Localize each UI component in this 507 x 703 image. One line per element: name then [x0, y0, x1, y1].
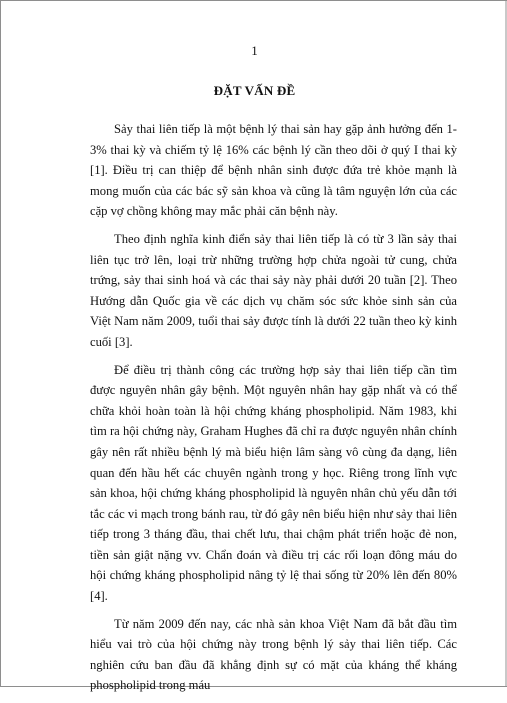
paragraph-4: Từ năm 2009 đến nay, các nhà sản khoa Việt Nam đã bắt đầu tìm hiểu vai trò của hội chứng này trong bệnh lý sảy thai liên tiếp. Các nghiên cứu ban đầu đã khẳng định sự có mặt của kháng thể kháng phospholipid trong máu — [90, 616, 457, 693]
paragraph-1: Sảy thai liên tiếp là một bệnh lý thai sản hay gặp ảnh hưởng đến 1-3% thai kỳ và chiếm tỷ lệ 16% các bệnh lý cần theo dõi ở quý I thai kỳ [1]. Điều trị can thiệp để bệnh nhân sinh được đứa trẻ khỏe mạnh là mong muốn của các bác sỹ sản khoa và cũng là tâm nguyện lớn của các cặp vợ chồng không may mắc phải căn bệnh này. — [90, 122, 457, 219]
body-text — [90, 119, 457, 703]
paragraph-2: Theo định nghĩa kinh điển sảy thai liên tiếp là có từ 3 lần sảy thai liên tục trở lên, loại trừ những trường hợp chửa ngoài tử cung, chửa trứng, sảy thai sinh hoá và các thai sảy này phải dưới 20 tuần [2]. Theo Hướng dẫn Quốc gia về các dịch vụ chăm sóc sức khỏe sinh sản của Việt Nam năm 2009, tuổi thai sảy được tính là dưới 22 tuần theo kỳ kinh cuối [3]. — [90, 231, 457, 349]
page-heading: ĐẶT VẤN ĐỀ — [213, 83, 296, 98]
paragraph-3: Để điều trị thành công các trường hợp sảy thai liên tiếp cần tìm được nguyên nhân gây bệnh. Một nguyên nhân hay gặp nhất và có thể chữa khỏi hoàn toàn là hội chứng kháng phospholipid. Năm 1983, khi tìm ra hội chứng này, Graham Hughes đã chỉ ra được nguyên nhân chính gây nên rất nhiều bệnh lý mà biểu hiện lâm sàng vô cùng đa dạng, liên quan đến hầu hết các chuyên ngành trong y học. Riêng trong lĩnh vực sản khoa, hội chứng kháng phospholipid là nguyên nhân chủ yếu dẫn tới tắc các vi mạch trong bánh rau, từ đó gây nên biểu hiện như sảy thai liên tiếp trong 3 tháng đầu, thai chết lưu, thai chậm phát triển hoặc đẻ non, tiền sản giật nặng vv. Chẩn đoán và điều trị các rối loạn đông máu do hội chứng kháng phospholipid nâng tỷ lệ thai sống từ 20% lên đến 80% [4]. — [90, 362, 457, 604]
page-number: 1 — [251, 43, 258, 58]
